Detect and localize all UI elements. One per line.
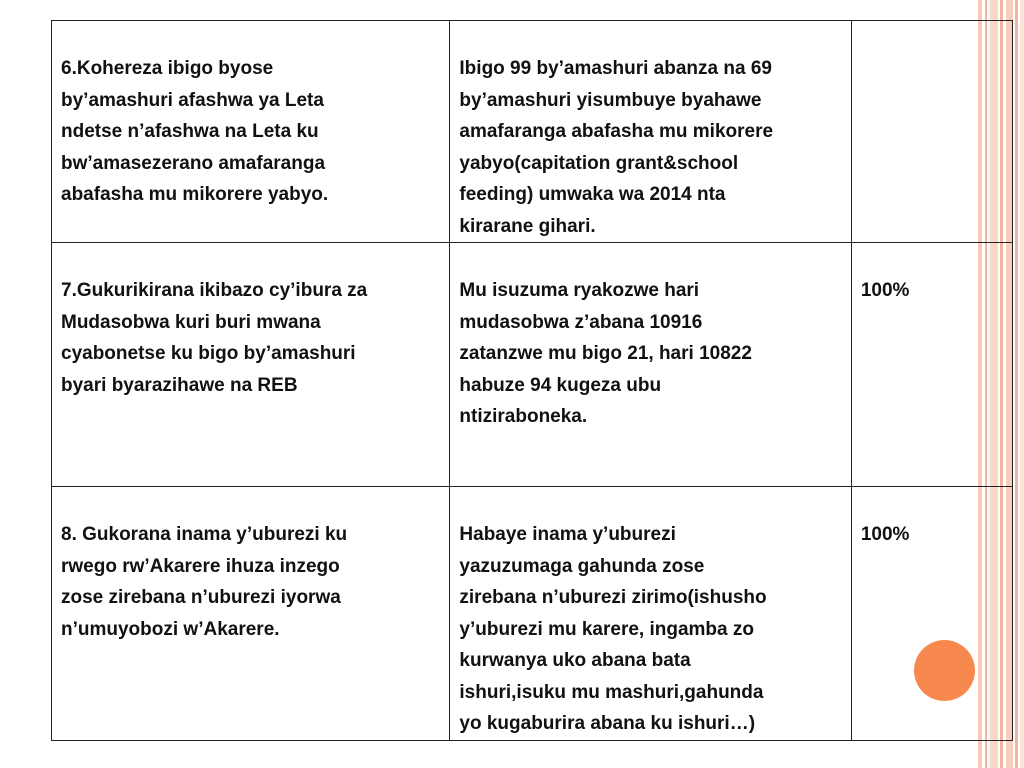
percent-cell [851,21,1012,243]
percent-cell [851,487,1012,741]
result-cell [450,243,851,487]
table-row [52,243,1013,487]
decorative-stripe [1015,0,1018,768]
activity-text: 7.Gukurikirana ikibazo cy’ibura za Mudasobwa kuri buri mwana cyabonetse ku bigo by’amashuri byari byarazihawe na REB [61,280,368,396]
activity-cell [52,243,450,487]
percent-text: 100% [860,280,910,301]
decorative-stripe [1020,0,1024,768]
activity-cell [52,487,450,741]
result-text: Ibigo 99 by’amashuri abanza na 69 by’amashuri yisumbuye byahawe amafaranga abafasha mu mikorere yabyo(capitation grant&school feeding) umwaka wa 2014 nta kirarane gihari. [459,58,774,237]
activity-cell [52,21,450,243]
table-row [52,21,1013,243]
result-text: Habaye inama y’uburezi yazuzumaga gahunda zose zirebana n’uburezi zirimo(ishusho y’uburezi mu karere, ingamba zo kurwanya uko abana bata ishuri,isuku mu mashuri,gahunda yo kugaburira abana ku ishuri…) [459,524,767,734]
result-cell [450,21,851,243]
percent-text: 100% [860,524,910,545]
percent-text [852,21,1012,53]
result-cell [450,487,851,741]
result-text: Mu isuzuma ryakozwe hari mudasobwa z’abana 10916 zatanzwe mu bigo 21, hari 10822 habuze 94 kugeza ubu ntiziraboneka. [459,280,752,427]
activity-text: 6.Kohereza ibigo byose by’amashuri afashwa ya Leta ndetse n’afashwa na Leta ku bw’amasezerano amafaranga abafasha mu mikorere yabyo. [61,58,329,205]
decorative-circle [914,640,975,701]
activities-table [51,20,1013,741]
table-row [52,487,1013,741]
percent-cell [851,243,1012,487]
activity-text: 8. Gukorana inama y’uburezi ku rwego rw’Akarere ihuza inzego zose zirebana n’uburezi iyorwa n’umuyobozi w’Akarere. [61,524,348,640]
